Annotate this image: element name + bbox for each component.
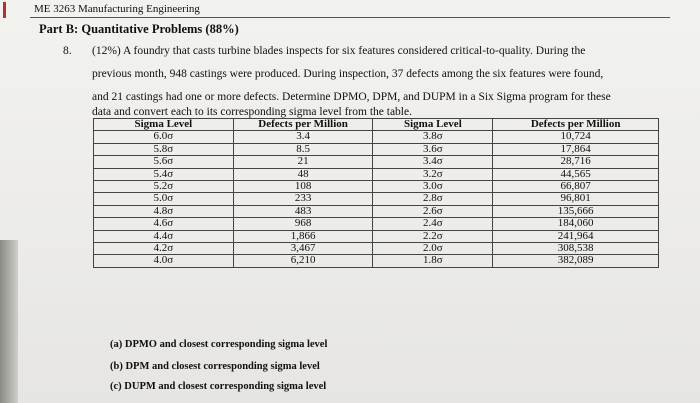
table-cell: 1,866: [233, 230, 373, 242]
table-cell: 10,724: [493, 131, 659, 143]
table-row: [94, 181, 659, 193]
course-header: ME 3263 Manufacturing Engineering: [34, 3, 200, 15]
table-cell: 108: [233, 181, 373, 193]
table-cell: 44,565: [493, 168, 659, 180]
table-cell: 4.8σ: [94, 205, 234, 217]
table-row: [94, 131, 659, 143]
col-header-dpm-2: Defects per Million: [493, 119, 659, 131]
table-row: [94, 156, 659, 168]
red-margin-mark: [3, 2, 6, 18]
table-row: [94, 143, 659, 155]
table-cell: 21: [233, 156, 373, 168]
table-cell: 4.2σ: [94, 243, 234, 255]
table-cell: 3.6σ: [373, 143, 493, 155]
subquestion-a: (a) DPMO and closest corresponding sigma level: [110, 339, 328, 350]
table-cell: 3.2σ: [373, 168, 493, 180]
table-cell: 4.6σ: [94, 218, 234, 230]
table-cell: 2.8σ: [373, 193, 493, 205]
table-row: [94, 218, 659, 230]
table-cell: 135,666: [493, 205, 659, 217]
subquestion-c: (c) DUPM and closest corresponding sigma level: [110, 381, 327, 392]
question-line-3: and 21 castings had one or more defects. Determine DPMO, DPM, and DUPM in a Six Sigma program for these: [92, 91, 611, 103]
table-cell: 184,060: [493, 218, 659, 230]
table-cell: 308,538: [493, 243, 659, 255]
table-cell: 8.5: [233, 143, 373, 155]
table-cell: 48: [233, 168, 373, 180]
table-cell: 2.4σ: [373, 218, 493, 230]
question-line-4: data and convert each to its corresponding sigma level from the table.: [92, 106, 412, 118]
table-row: [94, 193, 659, 205]
table-row: [94, 243, 659, 255]
table-cell: 3.0σ: [373, 181, 493, 193]
question-number: 8.: [63, 45, 72, 57]
table-cell: 28,716: [493, 156, 659, 168]
table-cell: 96,801: [493, 193, 659, 205]
question-line-1: (12%) A foundry that casts turbine blades inspects for six features considered critical-to-quality. During the: [92, 45, 586, 57]
table-row: [94, 230, 659, 242]
table-cell: 4.4σ: [94, 230, 234, 242]
table-cell: 5.0σ: [94, 193, 234, 205]
col-header-sigma-1: Sigma Level: [94, 119, 234, 131]
table-cell: 3.4: [233, 131, 373, 143]
table-cell: 6.0σ: [94, 131, 234, 143]
table-cell: 17,864: [493, 143, 659, 155]
table-header-row: [94, 119, 659, 131]
table-cell: 5.6σ: [94, 156, 234, 168]
table-row: [94, 168, 659, 180]
table-cell: 2.2σ: [373, 230, 493, 242]
table-cell: 483: [233, 205, 373, 217]
table-cell: 5.4σ: [94, 168, 234, 180]
table-cell: 2.6σ: [373, 205, 493, 217]
table-cell: 3.4σ: [373, 156, 493, 168]
table-row: [94, 205, 659, 217]
table-cell: 5.2σ: [94, 181, 234, 193]
header-rule: [30, 17, 670, 18]
col-header-dpm: Defects per Million: [233, 119, 373, 131]
table-cell: 1.8σ: [373, 255, 493, 267]
section-title: Part B: Quantitative Problems (88%): [39, 22, 239, 36]
table-cell: 5.8σ: [94, 143, 234, 155]
table-cell: 968: [233, 218, 373, 230]
table-cell: 3,467: [233, 243, 373, 255]
table-row: [94, 255, 659, 267]
page-edge-shadow: [0, 240, 18, 403]
sigma-conversion-table: [93, 118, 659, 268]
table-cell: 241,964: [493, 230, 659, 242]
table-cell: 6,210: [233, 255, 373, 267]
table-cell: 233: [233, 193, 373, 205]
table-cell: 66,807: [493, 181, 659, 193]
table-cell: 4.0σ: [94, 255, 234, 267]
subquestion-b: (b) DPM and closest corresponding sigma level: [110, 361, 320, 372]
table-cell: 2.0σ: [373, 243, 493, 255]
col-header-sigma-2: Sigma Level: [373, 119, 493, 131]
table-cell: 3.8σ: [373, 131, 493, 143]
table-cell: 382,089: [493, 255, 659, 267]
question-line-2: previous month, 948 castings were produced. During inspection, 37 defects among the six features were found,: [92, 68, 604, 80]
